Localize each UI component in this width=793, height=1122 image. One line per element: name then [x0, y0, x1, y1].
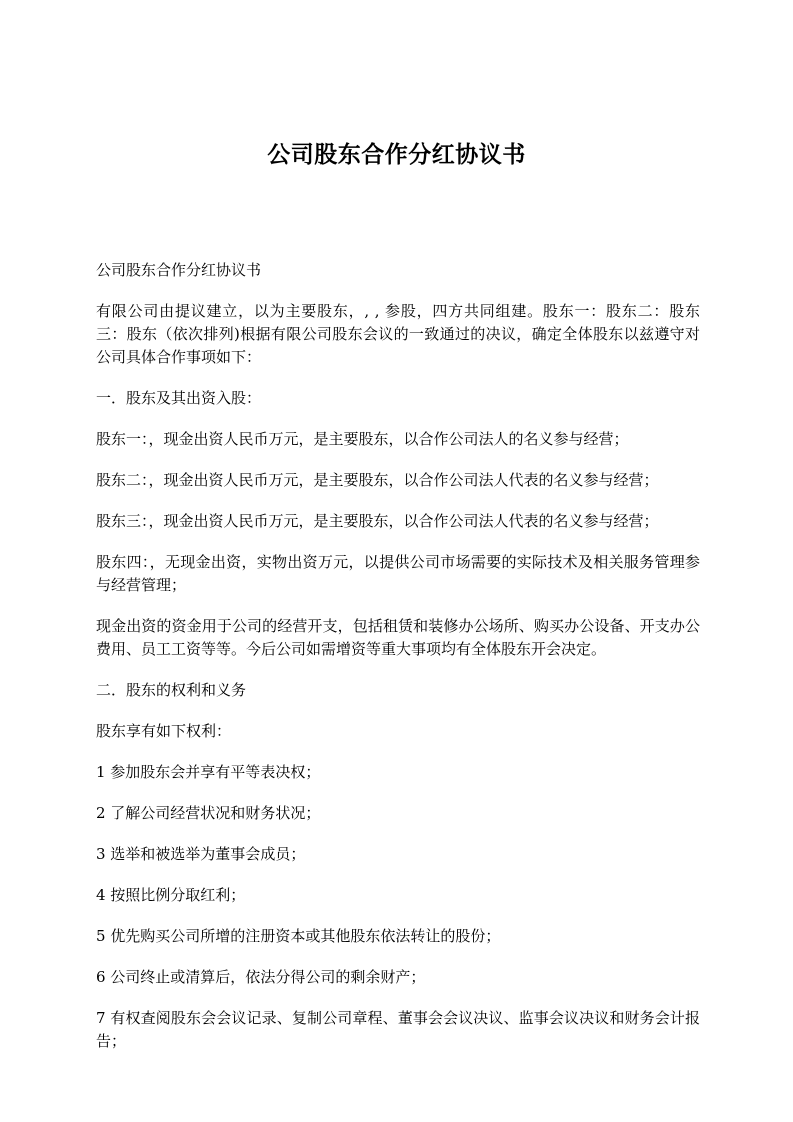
list-item-right-7: 7 有权查阅股东会会议记录、复制公司章程、董事会会议决议、监事会议决议和财务会计报告；	[96, 1009, 700, 1050]
section-heading-rights: 二．股东的权利和义务	[96, 681, 247, 699]
document-title: 公司股东合作分红协议书	[267, 142, 526, 168]
paragraph-shareholder-3: 股东三：，现金出资人民币万元，是主要股东，以合作公司法人代表的名义参与经营；	[96, 512, 659, 530]
list-item-right-4: 4 按照比例分取红利；	[96, 886, 246, 904]
list-item-right-2: 2 了解公司经营状况和财务状况；	[96, 804, 321, 822]
list-item-right-6: 6 公司终止或清算后，依法分得公司的剩余财产；	[96, 968, 426, 986]
section-heading-shareholders: 一．股东及其出资入股：	[96, 389, 262, 407]
paragraph-intro: 有限公司由提议建立，以为主要股东，, , 参股，四方共同组建。股东一：股东二：股东三：股东（依次排列)根据有限公司股东会议的一致通过的决议，确定全体股东以兹遵守对公司具体合作事项如下：	[96, 302, 700, 366]
paragraph-shareholder-1: 股东一：，现金出资人民币万元，是主要股东，以合作公司法人的名义参与经营；	[96, 430, 629, 448]
paragraph-heading: 公司股东合作分红协议书	[96, 261, 262, 279]
paragraph-rights-intro: 股东享有如下权利：	[96, 722, 232, 740]
list-item-right-1: 1 参加股东会并享有平等表决权；	[96, 763, 321, 781]
document-body	[96, 259, 700, 1071]
paragraph-shareholder-4: 股东四：，无现金出资，实物出资万元，以提供公司市场需要的实际技术及相关服务管理参与经营管理；	[96, 553, 700, 594]
list-item-right-5: 5 优先购买公司所增的注册资本或其他股东依法转让的股份；	[96, 927, 501, 945]
paragraph-capital-use: 现金出资的资金用于公司的经营开支，包括租赁和装修办公场所、购买办公设备、开支办公费用、员工工资等等。今后公司如需增资等重大事项均有全体股东开会决定。	[96, 617, 700, 658]
paragraph-shareholder-2: 股东二：，现金出资人民币万元，是主要股东，以合作公司法人代表的名义参与经营；	[96, 471, 659, 489]
list-item-right-3: 3 选举和被选举为董事会成员；	[96, 845, 306, 863]
